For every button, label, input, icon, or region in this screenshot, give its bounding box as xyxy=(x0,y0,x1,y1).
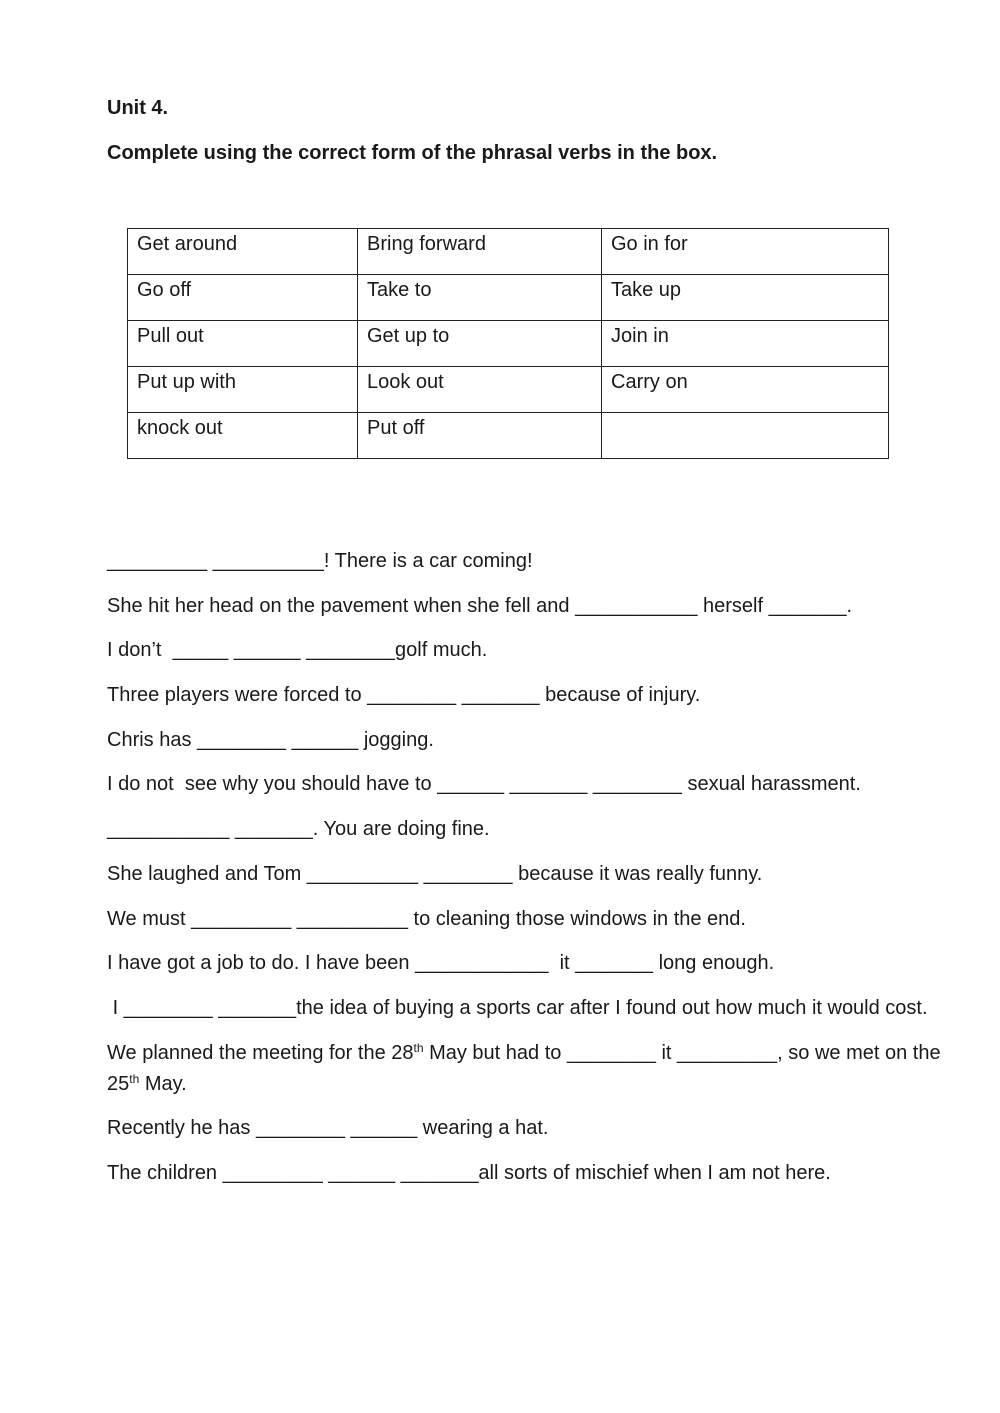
verb-cell-empty xyxy=(602,413,889,459)
exercise-sentence xyxy=(107,1038,957,1100)
verb-cell: Put off xyxy=(358,413,602,459)
verb-cell: Carry on xyxy=(602,367,889,413)
verb-cell: Put up with xyxy=(128,367,358,413)
verb-cell: Pull out xyxy=(128,321,358,367)
verb-cell: Join in xyxy=(602,321,889,367)
exercise-sentence: Chris has ________ ______ jogging. xyxy=(107,728,434,751)
exercise-sentences xyxy=(107,546,957,1203)
verb-cell: Take to xyxy=(358,275,602,321)
ordinal-suffix: th xyxy=(413,1040,424,1055)
verb-row xyxy=(128,413,889,459)
instruction: Complete using the correct form of the phrasal verbs in the box. xyxy=(107,142,718,164)
unit-title: Unit 4. xyxy=(107,97,169,119)
exercise-sentence: I have got a job to do. I have been ____________ it _______ long enough. xyxy=(107,952,775,975)
exercise-sentence: I do not see why you should have to ______ _______ ________ sexual harassment. xyxy=(107,773,861,796)
verb-cell: Bring forward xyxy=(358,229,602,275)
verb-cell: Go in for xyxy=(602,229,889,275)
verb-cell: Go off xyxy=(128,275,358,321)
exercise-sentence: She hit her head on the pavement when she fell and ___________ herself _______. xyxy=(107,594,853,617)
exercise-sentence: She laughed and Tom __________ ________ because it was really funny. xyxy=(107,862,763,885)
verb-row xyxy=(128,229,889,275)
exercise-sentence: I ________ _______the idea of buying a sports car after I found out how much it would cost. xyxy=(107,996,928,1019)
exercise-sentence: ___________ _______. You are doing fine. xyxy=(107,818,490,841)
verb-cell: Get up to xyxy=(358,321,602,367)
sentence-part: May but had to ________ it _________, so we met on the 25 xyxy=(107,1041,947,1095)
exercise-sentence: _________ __________! There is a car coming! xyxy=(107,550,533,572)
verb-row xyxy=(128,275,889,321)
verb-cell: Look out xyxy=(358,367,602,413)
exercise-sentence: Three players were forced to ________ _______ because of injury. xyxy=(107,684,701,707)
verb-row xyxy=(128,367,889,413)
verb-cell: Take up xyxy=(602,275,889,321)
exercise-sentence: We must _________ __________ to cleaning those windows in the end. xyxy=(107,907,746,930)
verb-row xyxy=(128,321,889,367)
verb-cell: Get around xyxy=(128,229,358,275)
verb-cell: knock out xyxy=(128,413,358,459)
exercise-sentence: The children _________ ______ _______all sorts of mischief when I am not here. xyxy=(107,1161,831,1184)
phrasal-verb-box xyxy=(127,228,889,459)
exercise-sentence: I don’t _____ ______ ________golf much. xyxy=(107,639,488,662)
ordinal-suffix: th xyxy=(129,1071,140,1086)
sentence-part: May. xyxy=(139,1072,187,1095)
exercise-sentence: Recently he has ________ ______ wearing a hat. xyxy=(107,1117,549,1140)
sentence-part: We planned the meeting for the 28 xyxy=(107,1041,414,1064)
